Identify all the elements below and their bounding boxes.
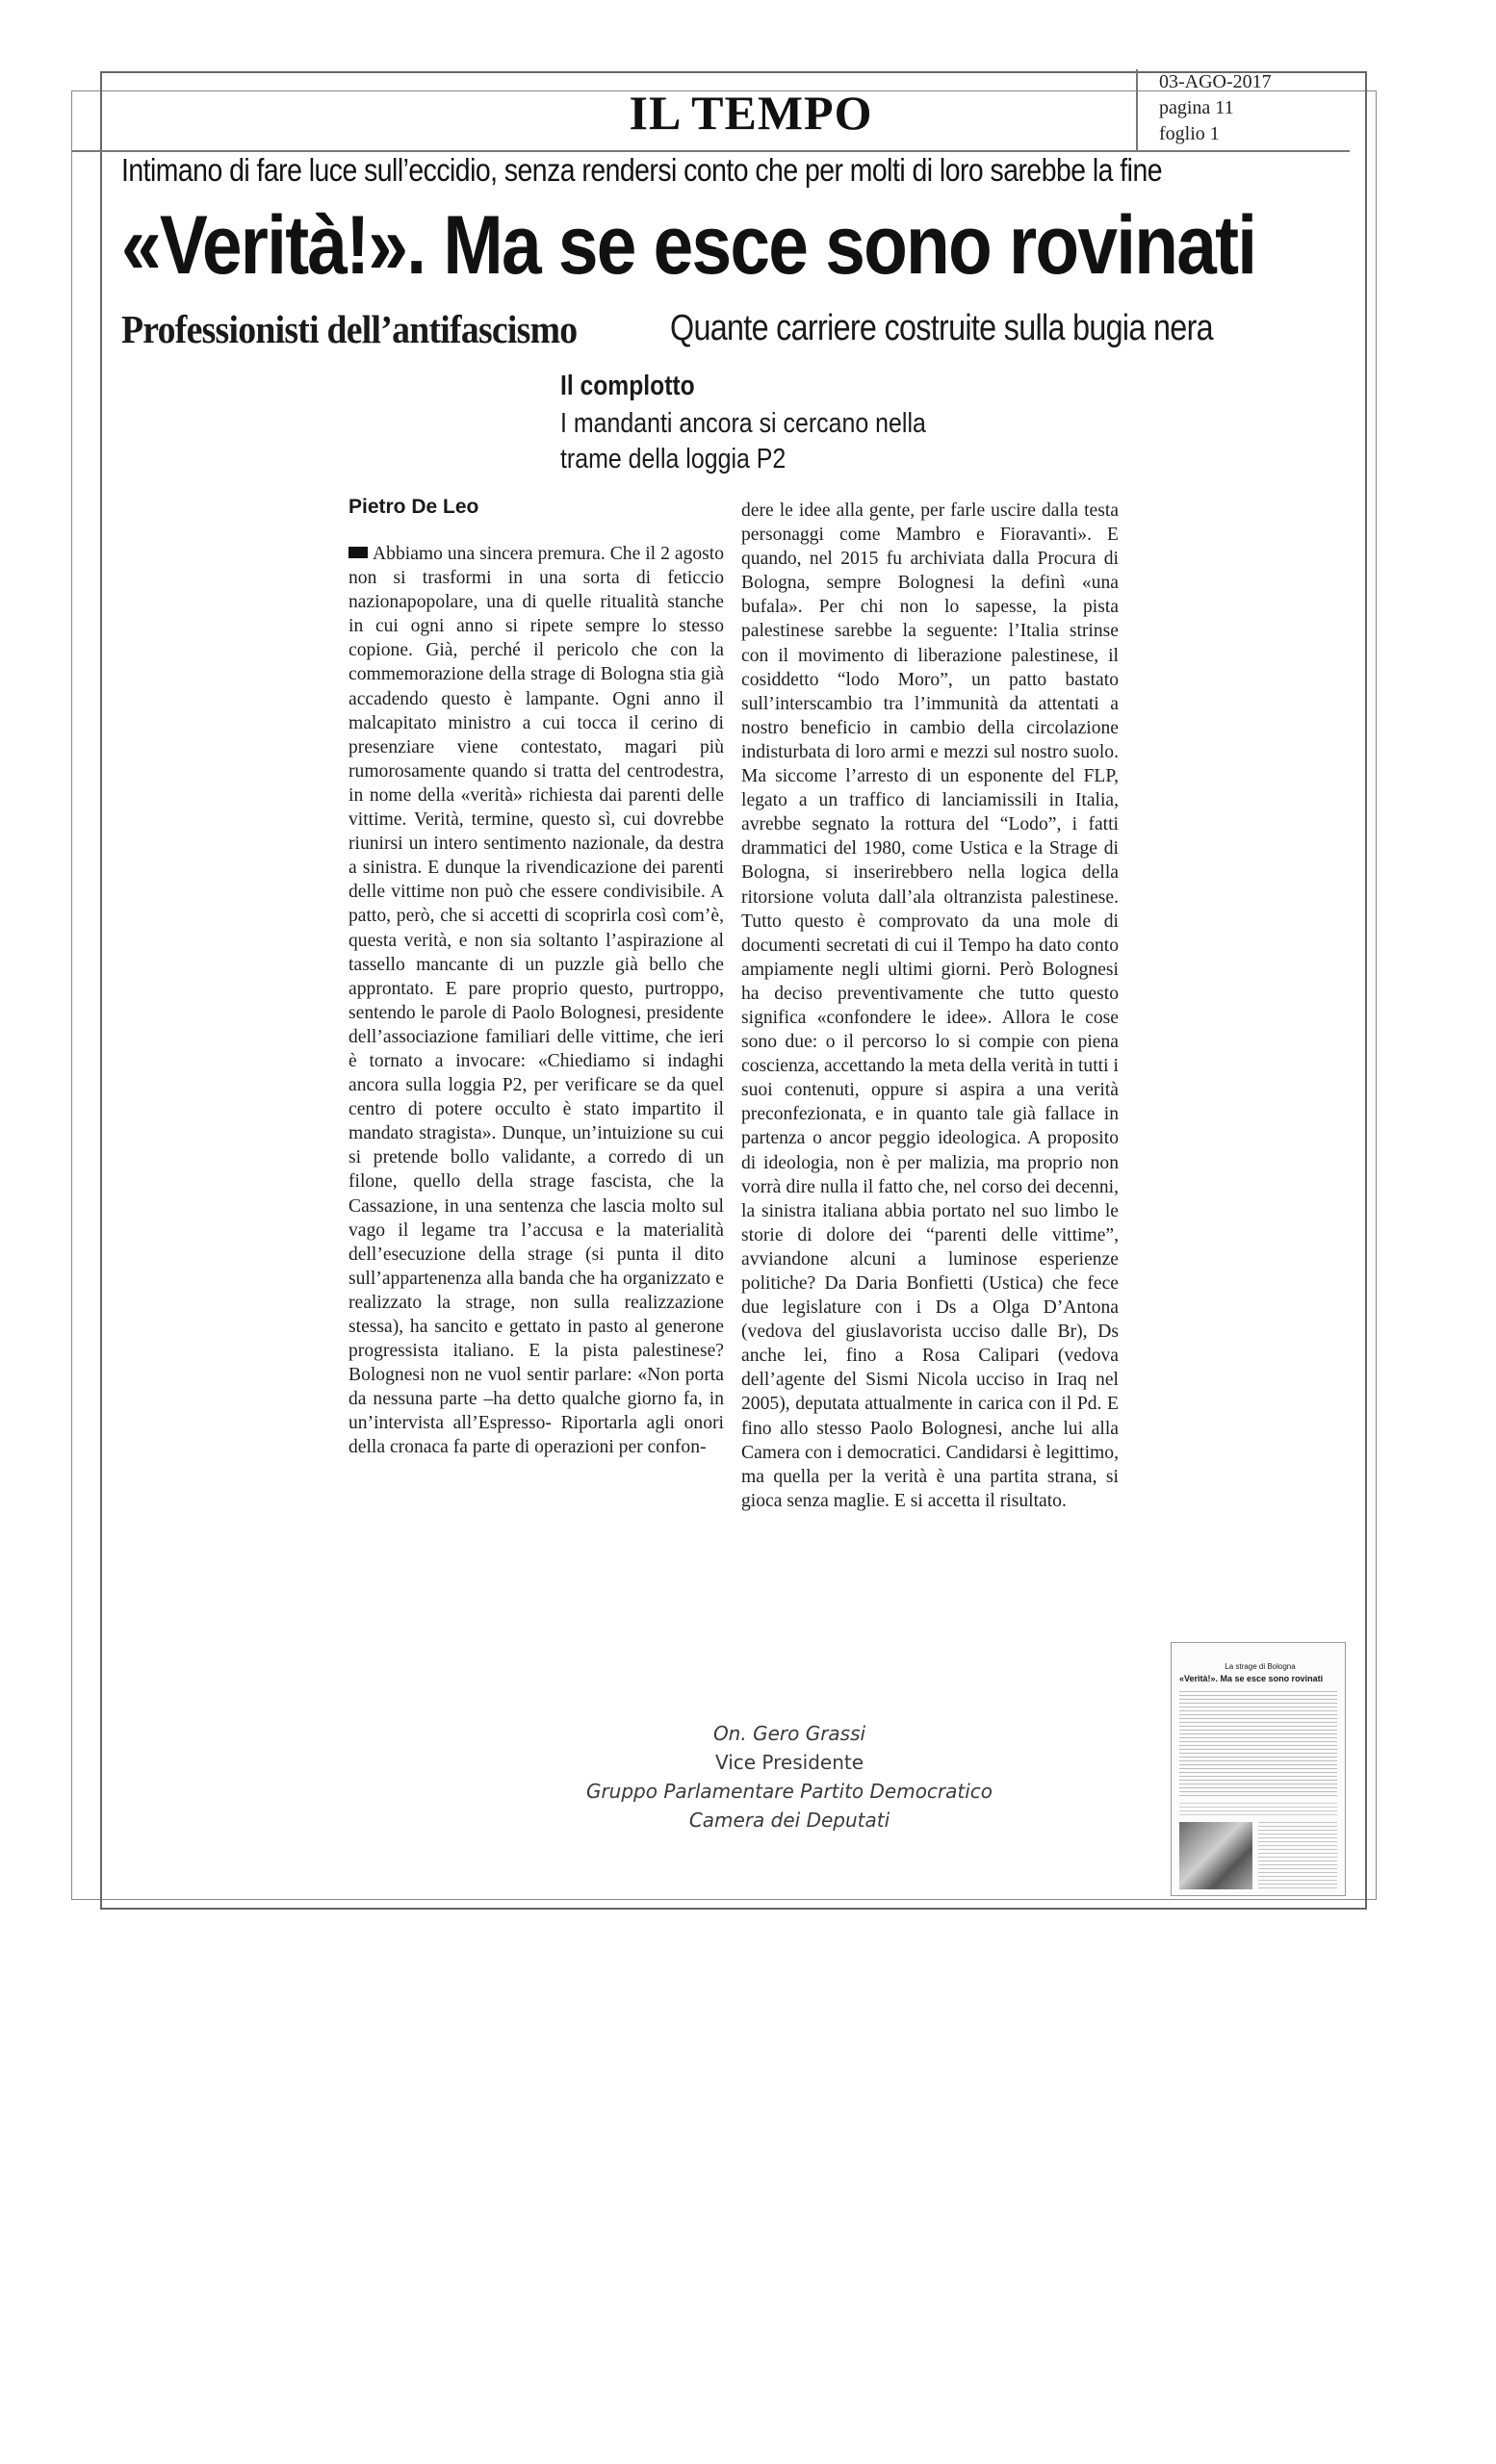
page-thumbnail (1171, 1642, 1346, 1896)
thumbnail-headline: «Verità!». Ma se esce sono rovinati (1179, 1674, 1324, 1683)
date-box (1136, 69, 1348, 152)
article-subheading (121, 306, 1213, 352)
sidebar-text: I mandanti ancora si cercano nella trame della loggia P2 (560, 408, 926, 475)
article-headline: «Verità!». Ma se esce sono rovinati (121, 199, 1256, 292)
article-column-1 (348, 542, 724, 1460)
thumbnail-side-text (1258, 1822, 1337, 1889)
paragraph-marker (348, 547, 368, 558)
author-byline: Pietro De Leo (348, 496, 479, 518)
thumbnail-body-text (1179, 1691, 1337, 1797)
signature-role: Vice Presidente (714, 1751, 864, 1774)
clipping-sheet: foglio 1 (1159, 123, 1220, 144)
thumbnail-title: La strage di Bologna (1225, 1662, 1296, 1671)
subheading-light: Quante carriere costruite sulla bugia nera (670, 308, 1213, 348)
thumbnail-caption (1179, 1803, 1337, 1818)
sidebar-title: Il complotto (560, 371, 695, 401)
column-1-text: Abbiamo una sincera premura. Che il 2 agosto non si trasformi in una sorta di feticcio nazionapopolare, una di quelle ritualità stanche in cui ogni anno si ripete sempre lo stesso copione. Già, perché il pericolo che con la commemorazione della strage di Bologna stia già accadendo questo è lampante. Ogni anno il malcapitato ministro a cui tocca il cerino di presenziare viene contestato, magari più rumorosamente quando si tratta del centrodestra, in nome della «verità» richiesta dai parenti delle vittime. Verità, termine, questo sì, cui dovrebbe riunirsi un intero sentimento nazionale, da destra a sinistra. E dunque la rivendicazione dei parenti delle vittime non può che essere condivisibile. A patto, però, che si accetti di scoprirla così com’è, questa verità, e non sia soltanto l’aspirazione al tassello mancante di un puzzle già bello che approntato. E pare proprio questo, purtroppo, sentendo le parole di Paolo Bolognesi, presidente dell’associazione familiari delle vittime, che ieri è tornato a invocare: «Chiediamo si indaghi ancora sulla loggia P2, per verificare se da quel centro di potere occulto è stato impartito il mandato stragista». Dunque, un’intuizione su cui si pretende bollo validante, a corredo di un filone, quello della strage fascista, che la Cassazione, in una sentenza che lascia molto sul vago il legame tra l’accusa e la materialità dell’esecuzione della strage (si punta il dito sull’appartenenza alla banda che ha organizzato e realizzato la strage, non sulla realizzazione stessa), ha sancito e gettato in pasto al generone progressista italiano. E la pista palestinese? Bolognesi non ne vuol sentir parlare: «Non porta da nessuna parte –ha detto qualche giorno fa, in un’intervista all’Espresso- Riportarla agli onori della cronaca fa parte di operazioni per confon- (348, 544, 724, 1458)
signature-block (539, 1719, 1040, 1835)
thumbnail-photo (1179, 1822, 1252, 1889)
article-kicker: Intimano di fare luce sull’eccidio, senza rendersi conto che per molti di loro sarebbe la fine (121, 152, 1162, 188)
clipping-date: 03-AGO-2017 (1159, 71, 1272, 92)
subheading-bold: Professionisti dell’antifascismo (121, 307, 578, 351)
signature-name: On. Gero Grassi (712, 1722, 866, 1745)
signature-chamber: Camera dei Deputati (688, 1809, 890, 1832)
clipping-page: pagina 11 (1159, 97, 1234, 118)
article-column-2 (741, 499, 1119, 1513)
signature-group: Gruppo Parlamentare Partito Democratico (585, 1780, 993, 1803)
column-2-text: dere le idee alla gente, per farle uscire dalla testa personaggi come Mambro e Fioravanti». E quando, nel 2015 fu archiviata dalla Procura di Bologna, sempre Bolognesi la definì «una bufala». Per chi non lo sapesse, la pista palestinese sarebbe la seguente: l’Italia strinse con il movimento di liberazione palestinese, il cosiddetto “lodo Moro”, un patto bastato sull’interscambio tra l’immunità da attentati a nostro beneficio in cambio della circolazione indisturbata di loro armi e mezzi sul nostro suolo. Ma siccome l’arresto di un esponente del FLP, legato a un traffico di lanciamissili in Italia, avrebbe segnato la rottura del “Lodo”, i fatti drammatici del 1980, come Ustica e la Strage di Bologna, si inserirebbero nella logica della ritorsione voluta dall’ala oltranzista palestinese. Tutto questo è comprovato da una mole di documenti secretati di cui il Tempo ha dato conto ampiamente negli ultimi giorni. Però Bolognesi ha deciso preventivamente che tutto questo significa «confondere le idee». Allora le cose sono due: o il percorso lo si compie con piena coscienza, accettando la meta della verità in tutti i suoi contenuti, oppure si aspira a una verità preconfezionata, e in quanto tale già fallace in partenza o ancor peggio ideologica. A proposito di ideologia, non è per malizia, ma proprio non vorrà dire nulla il fatto che, nel corso dei decenni, la sinistra italiana abbia portato nel suo limbo le storie di dolore dei “parenti delle vittime”, avviandone alcuni a luminose esperienze politiche? Da Daria Bonfietti (Ustica) che fece due legislature con i Ds a Olga D’Antona (vedova del giuslavorista ucciso dalle Br), Ds anche lei, fino a Rosa Calipari (vedova dell’agente del Sismi Nicola ucciso in Iraq nel 2005), deputata attualmente in carica con il Pd. E fino allo stesso Paolo Bolognesi, anche lui alla Camera con i democratici. Candidarsi è legittimo, ma quella per la verità è una partita strana, si gioca senza maglie. E si accetta il risultato. (741, 500, 1119, 1511)
newspaper-masthead: IL TEMPO (629, 86, 873, 140)
